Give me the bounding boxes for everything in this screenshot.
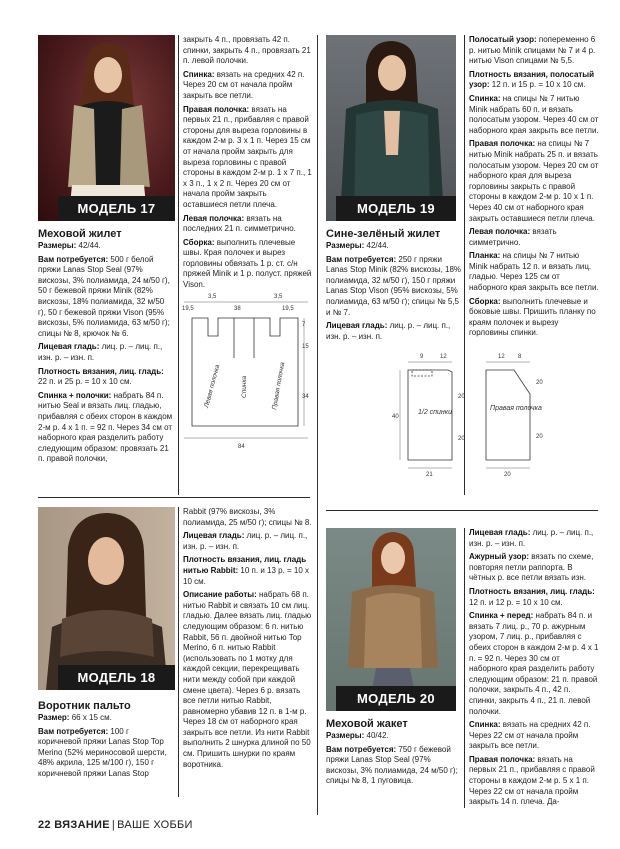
paragraph (469, 70, 599, 91)
paragraph-lead: Размеры: (326, 241, 365, 250)
model-17-schema (180, 288, 312, 464)
paragraph-body: вязать на первых 21 п., прибавляя с правой стороны для выреза горловины в каждом 2-м р. 3 х 1 п. Через 15 см от начала пройм закрыть для выреза горловины с правой стороны в каждом 2-м р. 1 х 7 п., 1 х 3 п., 1 х 2 п. Через 20 см от начала пройм закрыть оставшиеся петли плеча. (183, 104, 312, 209)
m17-center-piece: Спинка (241, 375, 248, 398)
paragraph-body: 12 п. и 12 р. = 10 х 10 см. (469, 597, 563, 607)
paragraph-lead: Лицевая гладь: (183, 531, 245, 541)
paragraph (183, 214, 313, 235)
paragraph-body: 66 х 15 см. (69, 713, 112, 722)
model-20-paragraphs (326, 731, 462, 787)
paragraph (469, 587, 599, 608)
model-17-paragraphs (38, 241, 174, 465)
paragraph-lead: Вам потребуется: (326, 744, 397, 754)
model-17-col2-paragraphs (183, 35, 313, 291)
row-divider-right (326, 510, 598, 511)
model-17-label: МОДЕЛЬ 17 (58, 196, 175, 221)
model-20-text-col2 (469, 528, 599, 811)
m17-dim-8: 34 (302, 394, 309, 400)
paragraph (183, 555, 313, 587)
model-19-schema (390, 348, 580, 478)
paragraph-body: 42/44. (76, 241, 101, 250)
model-19-col2-paragraphs (469, 35, 599, 339)
paragraph (38, 241, 174, 252)
paragraph (183, 70, 313, 102)
paragraph-body: вязать на средних 42 п. Через 22 см от начала пройм закрыть все петли. (469, 720, 591, 751)
paragraph (38, 391, 174, 465)
m19-dim-6: 21 (426, 472, 433, 478)
paragraph (469, 94, 599, 136)
paragraph-lead: Правая полочка: (469, 139, 536, 149)
paragraph-lead: Спинка: (183, 69, 215, 79)
paragraph (469, 611, 599, 717)
model-17-text (38, 228, 174, 468)
model-20-title: Меховой жакет (326, 718, 408, 730)
paragraph-lead: Сборка: (469, 296, 501, 306)
magazine-name: ВЯЗАНИЕ (54, 819, 110, 831)
paragraph (326, 745, 462, 787)
paragraph-body: лиц. р. – лиц. п., изн. р. – изн. п. (183, 531, 308, 551)
m19-dim-10: 20 (536, 434, 543, 440)
paragraph-body: 40/42. (364, 731, 389, 740)
paragraph (326, 321, 462, 342)
m19-dim-4: 20 (458, 394, 465, 400)
paragraph-body: лиц. р. – лиц. п., изн. р. – изн. п. (326, 321, 451, 341)
m19-dim-8: 8 (518, 354, 522, 360)
model-19-photo (326, 35, 456, 221)
paragraph (38, 342, 174, 363)
m17-dim-9: 84 (238, 444, 245, 450)
column-divider-bottom-left (178, 507, 179, 797)
paragraph-lead: Спинка: (469, 93, 501, 103)
paragraph-lead: Спинка: (469, 720, 501, 730)
model-20-col2-paragraphs (469, 528, 599, 808)
paragraph (469, 552, 599, 584)
paragraph (469, 297, 599, 339)
paragraph (469, 720, 599, 752)
paragraph (469, 755, 599, 808)
m17-dim-3: 19,5 (182, 306, 194, 312)
paragraph (183, 507, 313, 528)
m17-dim-5: 19,5 (282, 306, 294, 312)
paragraph (326, 241, 462, 252)
m17-dim-4: 38 (234, 306, 241, 312)
paragraph-lead: Размер: (38, 713, 70, 722)
paragraph-body: 250 г пряжи Lanas Stop Minik (82% вискозы, 18% полиамида, 32 м/50 г), 150 г пряжи Lanas Stop Vison (95% вискозы, 5% полиамида, 63 м/50 г); спицы № 5,5 и № 7. (326, 254, 462, 317)
paragraph-body: 12 п. и 15 р. = 10 х 10 см. (489, 80, 586, 90)
paragraph-lead: Размеры: (326, 731, 365, 740)
paragraph-lead: Плотность вязания, лиц. гладь: (38, 366, 164, 376)
paragraph-lead: Лицевая гладь: (469, 528, 531, 537)
paragraph (326, 255, 462, 319)
paragraph-lead: Левая полочка: (183, 213, 245, 223)
paragraph-lead: Правая полочка: (183, 104, 250, 114)
m19-dim-5: 20 (458, 436, 465, 442)
paragraph-body: выполнить плечевые швы. Края полочек и вырез горловины обвязать 1 р. ст. с/н пряжей Minik и 1 р. полуст. пряжей Vison. (183, 237, 312, 290)
paragraph-body: 22 п. и 25 р. = 10 х 10 см. (38, 377, 132, 387)
paragraph (469, 528, 599, 549)
model-17-photo (38, 35, 175, 221)
page-number: 22 (38, 819, 51, 831)
column-divider-bottom-right (464, 528, 465, 808)
paragraph-body: вязать на средних 42 п. Через 20 см от начала пройм закрыть все петли. (183, 69, 305, 100)
paragraph (183, 35, 313, 67)
paragraph-lead: Правая полочка: (469, 754, 536, 764)
paragraph-body: набрать 84 п. и вязать 7 лиц. р., 70 р. ажурным узором, 7 лиц. р., прибавляя с обеих сторон в каждом 2-м р. 4 х 1 п. = 92 п. Через 30 см от наборного края разделить работу следующим образом: 21 п. правой полочки, закрыть 4 п., 42 п. спинки, закрыть 4 п., 21 п. левой полочки. (469, 611, 599, 716)
column-divider-left (178, 35, 179, 495)
paragraph (469, 251, 599, 293)
model-18-text-col2 (183, 507, 313, 773)
paragraph-lead: Вам потребуется: (38, 726, 109, 736)
m17-dim-1: 3,5 (208, 294, 217, 300)
page-footer: 22 ВЯЗАНИЕ | ВАШЕ ХОББИ (38, 819, 193, 831)
model-19-title: Сине-зелёный жилет (326, 228, 441, 240)
paragraph (326, 731, 462, 742)
model-20-text (326, 718, 462, 790)
paragraph (469, 35, 599, 67)
model-19-text-col2 (469, 35, 599, 342)
paragraph-lead: Лицевая гладь: (38, 342, 100, 352)
paragraph-body: вязать на первых 21 п., прибавляя с правой стороны в каждом 2-м р. 5 х 1 п. Через 22 см от начала пройм закрыть 14 п. плеча. Да- (469, 754, 595, 807)
paragraph (183, 531, 313, 552)
m17-dim-7: 15 (302, 344, 309, 350)
paragraph-body: лиц. р. – лиц. п., изн. р. – изн. п. (469, 528, 594, 548)
paragraph (38, 367, 174, 388)
paragraph-lead: Спинка + перед: (469, 611, 534, 621)
paragraph-body: 100 г коричневой пряжи Lanas Stop Top Merino (52% мериносовой шерсти, 48% акрила, 125 м/100 г), 150 г коричневой пряжи Lanas Stop (38, 726, 167, 778)
m19-dim-3: 40 (392, 414, 399, 420)
paragraph-body: 500 г белой пряжи Lanas Stop Seal (97% вискозы, 3% полиамида, 24 м/50 г), 50 г бежевой пряжи Minik (82% вискозы, 18% полиамида, 32 м/50 г), 50 г бежевой пряжи Vison (95% вискозы, 5% полиамида, 63 м/50 г); спицы № 8, крючок № 6. (38, 254, 170, 338)
paragraph-lead: Плотность вязания, лиц. гладь нитью Rabbit: (183, 555, 307, 575)
paragraph (183, 238, 313, 291)
paragraph-lead: Плотность вязания, лиц. гладь: (469, 586, 595, 596)
paragraph (38, 255, 174, 340)
model-18-photo (38, 507, 175, 690)
paragraph-body: вязать симметрично. (469, 227, 557, 247)
model-18-col2-paragraphs (183, 507, 313, 770)
paragraph-lead: Сборка: (183, 237, 215, 247)
m19-dim-7: 12 (498, 354, 505, 360)
paragraph-body: 42/44. (364, 241, 389, 250)
paragraph-body: Rabbit (97% вискозы, 3% полиамида, 25 м/50 г); спицы № 8. (183, 507, 312, 527)
paragraph (38, 713, 174, 724)
m19-back-piece: 1/2 спинки (418, 409, 452, 416)
paragraph-body: 10 п. и 13 р. = 10 х 10 см. (183, 565, 310, 586)
m19-dim-9: 20 (536, 380, 543, 386)
m17-right-piece: Правая полочка (271, 361, 287, 411)
m17-left-piece: Левая полочка (203, 363, 222, 409)
paragraph-lead: Описание работы: (183, 590, 257, 600)
paragraph-lead: Планка: (469, 251, 501, 261)
m19-dim-11: 20 (504, 472, 511, 478)
paragraph-body: лиц. р. – лиц. п., изн. р. – изн. п. (38, 342, 163, 362)
m19-dim-2: 12 (440, 354, 447, 360)
model-20-photo (326, 528, 456, 711)
model-17-text-col2 (183, 35, 313, 294)
paragraph (469, 227, 599, 248)
paragraph-body: на спицы № 7 нитью Minik набрать 25 п. и вязать полосатым узором. Через 20 см от наборного края для выреза горловины закрыть с правой стороны в каждом 2-м р. 10 х 1 п. Через 40 см от наборного края закрыть оставшиеся петли плеча. (469, 139, 599, 223)
paragraph-lead: Полосатый узор: (469, 35, 537, 44)
model-18-text (38, 700, 174, 783)
model-19-text (326, 228, 462, 345)
paragraph-lead: Левая полочка: (469, 227, 531, 237)
m17-dim-6: 7 (302, 322, 306, 328)
m19-dim-1: 9 (420, 354, 424, 360)
model-19-label: МОДЕЛЬ 19 (336, 196, 456, 221)
model-17-title: Меховой жилет (38, 228, 122, 240)
paragraph-lead: Вам потребуется: (38, 254, 109, 264)
paragraph-lead: Лицевая гладь: (326, 321, 388, 331)
paragraph-lead: Ажурный узор: (469, 552, 530, 562)
paragraph-body: набрать 84 п. нитью Seal и вязать лиц. гладью, прибавляя с обеих сторон в каждом 2-м р. 4 х 1 п. = 92 п. Через 34 см от наборного края разделить работу следующим образом: провязать 21 п. правой полочки, (38, 390, 173, 464)
model-18-title: Воротник пальто (38, 700, 131, 712)
paragraph-body: 750 г бежевой пряжи Lanas Stop Seal (97% вискозы, 3% полиамида, 24 м/50 г); спицы № 8, 1 пуговица. (326, 744, 458, 786)
model-20-label: МОДЕЛЬ 20 (336, 686, 456, 711)
paragraph-lead: Плотность вязания, полосатый узор: (469, 69, 595, 90)
column-divider-center (317, 35, 318, 815)
paragraph (183, 590, 313, 770)
magazine-subtitle: ВАШЕ ХОББИ (117, 819, 193, 831)
paragraph-body: на спицы № 7 нитью Minik набрать 60 п. и вязать полосатым узором. Через 40 см от наборного края закрыть все петли. (469, 93, 599, 135)
paragraph (38, 727, 174, 780)
paragraph (183, 105, 313, 211)
paragraph-body: выполнить плечевые и боковые швы. Пришить планку по краям полочек и вырезу горловины спинки. (469, 296, 596, 338)
m17-dim-2: 3,5 (274, 294, 283, 300)
paragraph (469, 139, 599, 224)
model-18-paragraphs (38, 713, 174, 780)
paragraph-body: на спицы № 7 нитью Minik набрать 12 п. и вязать лиц. гладью. Через 125 см от наборного края закрыть все петли. (469, 251, 599, 293)
paragraph-body: попеременно 6 р. нитью Minik спицами № 7 и 4 р. нитью Vison спицами № 5,5. (469, 35, 596, 66)
paragraph-body: набрать 68 п. нитью Rabbit и связать 10 см лиц. гладью. Далее вязать лиц. гладью следующим образом: 6 п. нитью Rabbit, 56 п. двойной нитью Top Merino, 6 п. нитью Rabbit (использовать по 1 мотку для каждой секции, перекрещивать нити между собой при каждой смене цвета). Через 6 р. вязать все петли нитью Rabbit, равномерно убавив 12 п. в 1-м р. Через 18 см от наборного края закрыть все петли. Из нити Rabbit выполнить 2 шнурка длиной по 50 см. Пришить шнурки по краям воротника. (183, 590, 312, 769)
model-19-paragraphs (326, 241, 462, 342)
paragraph-lead: Вам потребуется: (326, 254, 397, 264)
m19-front-piece: Правая полочка (490, 405, 542, 412)
paragraph-lead: Спинка + полочки: (38, 390, 112, 400)
paragraph-body: вязать по схеме, повторяя петли раппорта. В чётных р. все петли вязать изн. (469, 552, 594, 583)
paragraph-body: вязать на последних 21 п. симметрично. (183, 213, 296, 234)
row-divider-left (38, 497, 310, 498)
paragraph-body: закрыть 4 п., провязать 42 п. спинки, закрыть 4 п., провязать 21 п. левой полочки. (183, 35, 311, 66)
paragraph-lead: Размеры: (38, 241, 77, 250)
model-18-label: МОДЕЛЬ 18 (58, 665, 175, 690)
